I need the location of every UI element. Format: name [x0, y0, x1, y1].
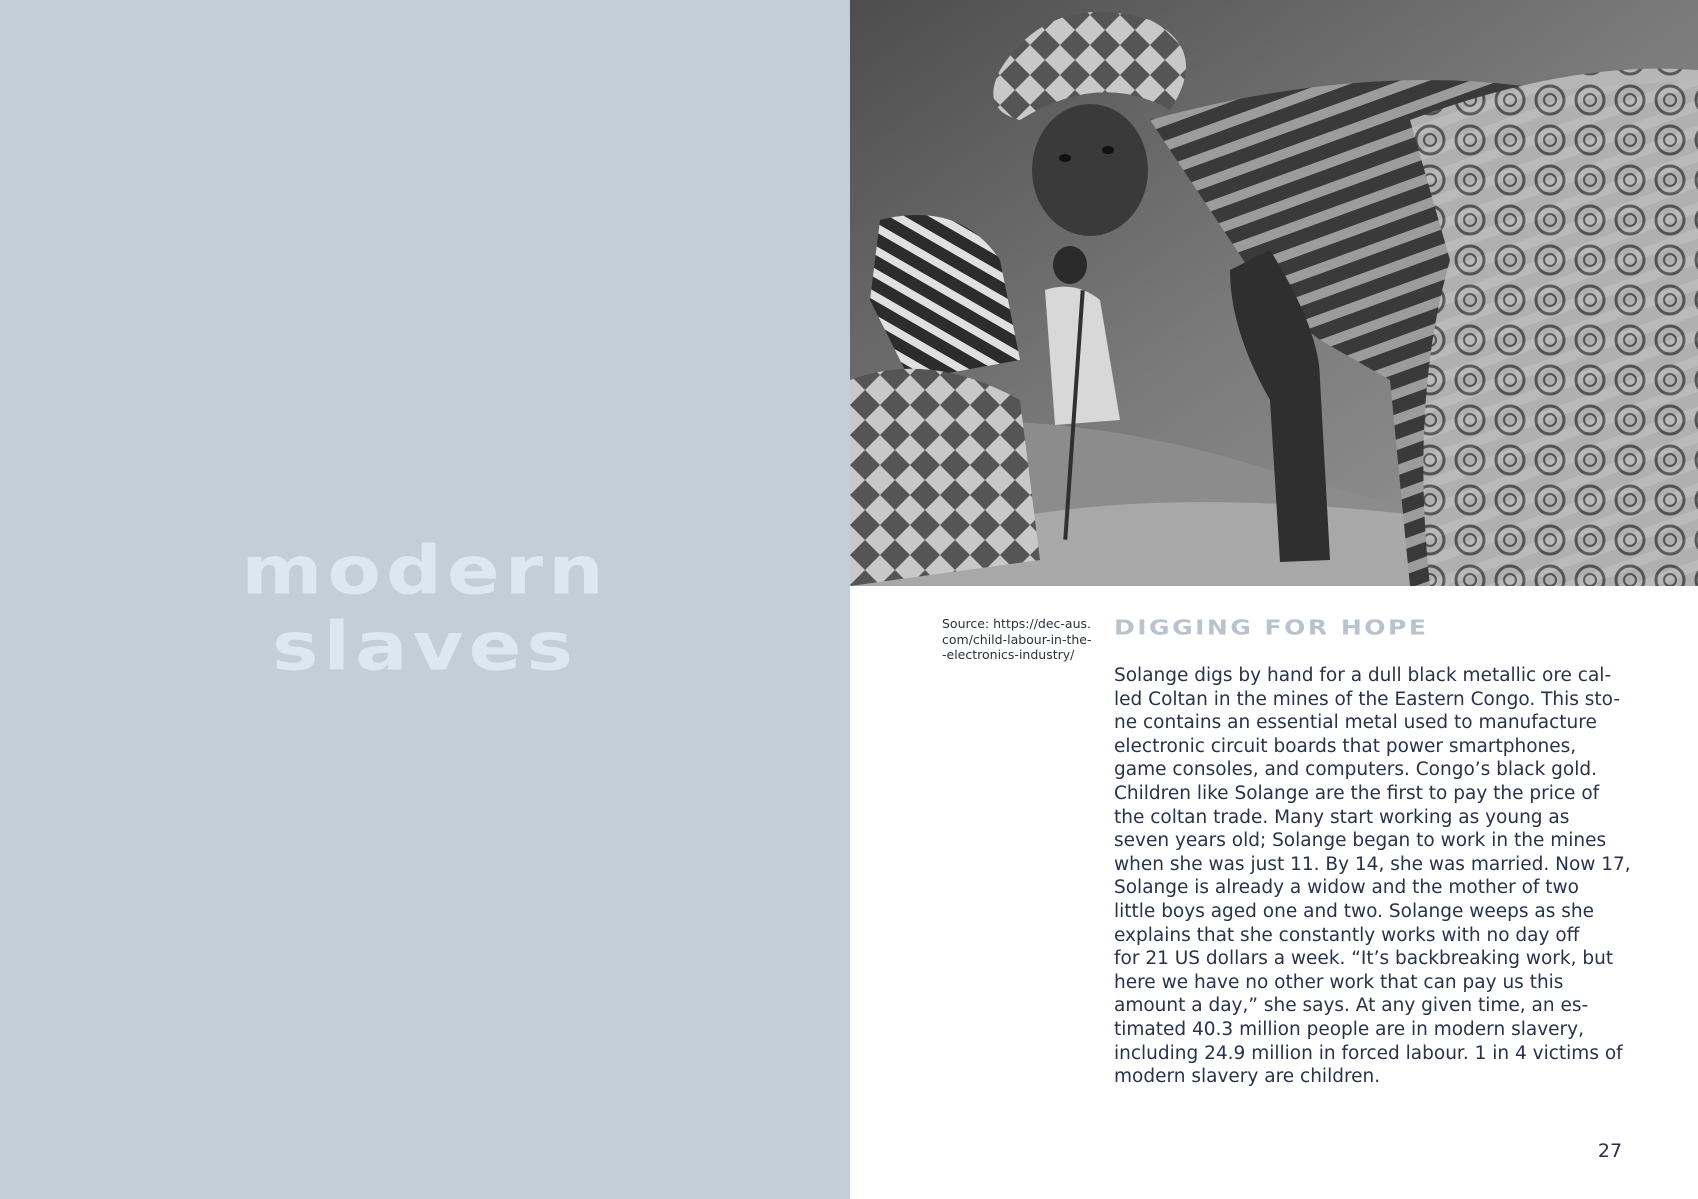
page-number: 27: [1597, 1140, 1623, 1162]
body-line: Solange digs by hand for a dull black metallic ore cal-: [1114, 665, 1612, 686]
body-line: when she was just 11. By 14, she was married. Now 17,: [1114, 853, 1631, 875]
body-line: ne contains an essential metal used to manufacture: [1114, 712, 1597, 734]
body-line: game consoles, and computers. Congo’s black gold.: [1114, 759, 1597, 781]
body-line: including 24.9 million in forced labour. 1 in 4 victims of: [1114, 1042, 1623, 1064]
body-line: Solange is already a widow and the mother of two: [1114, 877, 1579, 899]
source-line: Source: https://dec-aus.: [942, 616, 1091, 631]
body-line: timated 40.3 million people are in modern slavery,: [1114, 1018, 1584, 1040]
body-line: led Coltan in the mines of the Eastern Congo. This sto-: [1114, 688, 1621, 710]
body-line: here we have no other work that can pay us this: [1114, 971, 1564, 993]
photograph-icon: [850, 0, 1698, 586]
body-line: modern slavery are children.: [1114, 1066, 1381, 1088]
body-line: explains that she constantly works with no day off: [1114, 924, 1580, 946]
title-line-1: modern: [241, 532, 609, 610]
body-line: the coltan trade. Many start working as young as: [1114, 806, 1570, 828]
body-line: Children like Solange are the first to pay the price of: [1114, 782, 1600, 804]
title-line-2: slaves: [272, 608, 578, 686]
article-body: [1114, 664, 1631, 1089]
article-heading: DIGGING FOR HOPE: [1114, 616, 1429, 640]
photo-source-credit: [942, 616, 1102, 663]
body-line: amount a day,” she says. At any given time, an es-: [1114, 995, 1589, 1017]
source-line: -electronics-industry/: [942, 647, 1075, 662]
body-line: little boys aged one and two. Solange weeps as she: [1114, 900, 1594, 922]
body-line: seven years old; Solange began to work in the mines: [1114, 830, 1607, 852]
body-line: electronic circuit boards that power smartphones,: [1114, 735, 1577, 757]
source-line: com/child-labour-in-the-: [942, 631, 1092, 647]
body-line: for 21 US dollars a week. “It’s backbreaking work, but: [1114, 948, 1614, 970]
